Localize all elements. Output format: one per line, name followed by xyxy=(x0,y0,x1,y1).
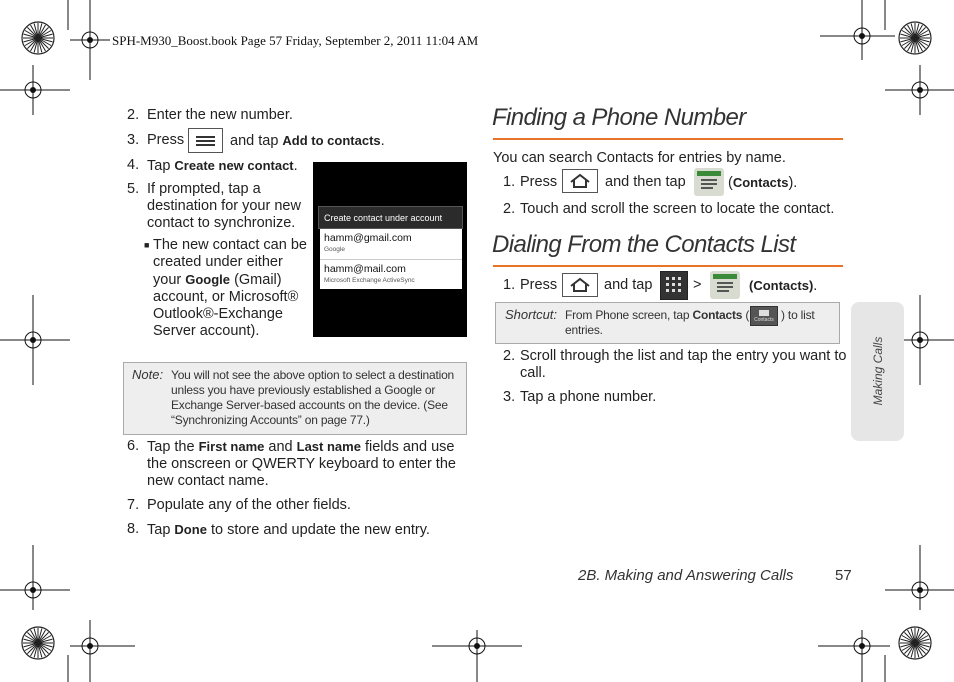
section1-step-1-mid: and then tap xyxy=(605,174,686,190)
bullet-text: your xyxy=(153,272,182,288)
punct: . xyxy=(293,158,298,174)
note-text: unless you have previously established a Google or xyxy=(171,383,436,397)
step-number: 3. xyxy=(503,389,516,405)
account-email: hamm@mail.com xyxy=(324,263,406,275)
bullet-text: account, or Microsoft® xyxy=(153,289,299,305)
step-text: If prompted, tap a xyxy=(147,181,261,197)
step-text: destination for your new xyxy=(147,198,301,214)
home-key-icon xyxy=(562,273,598,297)
bullet-text: created under either xyxy=(153,254,283,270)
step-text: call. xyxy=(520,365,546,381)
page-number: 57 xyxy=(835,567,852,584)
step-text: Press xyxy=(147,132,185,148)
step-text: and tap xyxy=(230,133,279,149)
note-label: Note: xyxy=(132,367,164,382)
contacts-label: (Contacts) xyxy=(749,278,814,293)
step-number: 4. xyxy=(127,157,140,173)
step-number: 7. xyxy=(127,497,140,513)
section1-step-2 xyxy=(503,201,848,219)
dialog-title: Create contact under account xyxy=(318,206,463,229)
step-text: fields and use xyxy=(364,439,455,455)
section1-step-1-end xyxy=(728,174,797,192)
step-text: to store and update the new entry. xyxy=(210,522,430,538)
add-to-contacts-label: Add to contacts xyxy=(282,133,381,148)
step-text: Scroll through the list and tap the entry you want to xyxy=(520,348,847,364)
section2-step-1 xyxy=(503,277,563,295)
shortcut-text: ) to list xyxy=(781,308,815,322)
step-8 xyxy=(127,521,467,539)
step-5 xyxy=(127,181,307,235)
step-text: Press xyxy=(520,174,558,190)
greater-than: > xyxy=(693,277,702,293)
punct: . xyxy=(380,133,385,149)
step-text: Tap xyxy=(147,522,171,538)
note-text: You will not see the above option to select a destination xyxy=(171,368,455,382)
step-7 xyxy=(127,497,467,515)
contacts-tab-label: Contacts xyxy=(754,317,774,323)
contacts-label: Contacts xyxy=(732,175,789,190)
last-name-label: Last name xyxy=(296,439,361,454)
heading-rule xyxy=(493,265,843,267)
shortcut-text: entries. xyxy=(565,323,603,337)
step-text: Tap a phone number. xyxy=(520,389,657,405)
contacts-label: Contacts xyxy=(692,308,743,322)
heading-dialing-from-contacts: Dialing From the Contacts List xyxy=(492,231,796,258)
bullet-icon: ■ xyxy=(144,240,150,250)
step-text: Populate any of the other fields. xyxy=(147,497,351,513)
section2-step-2 xyxy=(503,348,848,384)
side-tab xyxy=(851,302,904,441)
step-text: Tap xyxy=(147,158,171,174)
section1-intro: You can search Contacts for entries by name. xyxy=(493,150,786,166)
step-number: 2. xyxy=(127,107,140,123)
account-type: Microsoft Exchange ActiveSync xyxy=(324,277,415,284)
contacts-app-icon xyxy=(694,168,724,196)
step-number: 2. xyxy=(503,348,516,364)
step-4 xyxy=(127,157,327,175)
section2-step-3 xyxy=(503,389,848,407)
shortcut-body xyxy=(565,308,749,323)
section1-step-1 xyxy=(503,174,563,192)
note-text: “Synchronizing Accounts” on page 77.) xyxy=(171,413,370,427)
account-option-exchange[interactable] xyxy=(320,260,462,289)
shortcut-box xyxy=(495,302,840,344)
section2-step-1-mid: and tap xyxy=(604,277,653,293)
bullet-text: Server account). xyxy=(153,323,260,339)
account-option-google[interactable] xyxy=(320,229,462,260)
step-number: 5. xyxy=(127,181,140,197)
punct: . xyxy=(813,278,818,294)
step-number: 1. xyxy=(503,174,516,190)
step-number: 6. xyxy=(127,438,140,454)
section2-step-1-end xyxy=(749,277,817,295)
google-label: Google xyxy=(185,272,231,287)
heading-rule xyxy=(493,138,843,140)
step-number: 1. xyxy=(503,277,516,293)
step-number: 2. xyxy=(503,201,516,217)
create-new-contact-label: Create new contact xyxy=(174,158,294,173)
contacts-app-icon xyxy=(710,271,740,299)
note-box xyxy=(123,362,467,435)
step-number: 3. xyxy=(127,132,140,148)
step-text: and xyxy=(268,439,293,455)
bullet-text: Outlook®-Exchange xyxy=(153,306,283,322)
step-text: new contact name. xyxy=(147,473,269,489)
punct: ( xyxy=(728,175,733,191)
shortcut-label: Shortcut: xyxy=(505,307,558,322)
heading-finding-phone-number: Finding a Phone Number xyxy=(492,104,746,131)
note-text: Exchange Server-based accounts on the device. (See xyxy=(171,398,448,412)
step-text: contact to synchronize. xyxy=(147,215,296,231)
shortcut-text: From Phone screen, tap xyxy=(565,308,690,322)
app-launcher-icon xyxy=(660,271,688,300)
side-tab-label: Making Calls xyxy=(871,336,885,406)
footer-section-title: 2B. Making and Answering Calls xyxy=(578,567,794,584)
step-number: 8. xyxy=(127,521,140,537)
done-label: Done xyxy=(174,522,207,537)
contacts-tab-icon xyxy=(750,306,778,326)
punct: ). xyxy=(788,175,798,191)
punct: ( xyxy=(745,308,750,322)
bullet-note xyxy=(144,237,309,339)
account-type: Google xyxy=(324,246,345,253)
home-key-icon xyxy=(562,169,598,193)
first-name-label: First name xyxy=(198,439,265,454)
step-text: Press xyxy=(520,277,558,293)
step-2 xyxy=(127,107,467,125)
bullet-text: (Gmail) xyxy=(234,272,282,288)
account-email: hamm@gmail.com xyxy=(324,232,412,244)
menu-key-icon xyxy=(188,128,223,153)
phone-screenshot xyxy=(313,162,467,337)
bullet-text: The new contact can be xyxy=(153,237,307,253)
print-header: SPH-M930_Boost.book Page 57 Friday, September 2, 2011 11:04 AM xyxy=(112,33,479,48)
step-6 xyxy=(127,438,467,492)
step-text: Tap the xyxy=(147,439,195,455)
note-body xyxy=(171,368,454,428)
step-text: the onscreen or QWERTY keyboard to enter the xyxy=(147,456,456,472)
step-text: Touch and scroll the screen to locate the contact. xyxy=(520,201,835,217)
step-text: Enter the new number. xyxy=(147,107,293,123)
step-3-cont xyxy=(230,132,385,150)
